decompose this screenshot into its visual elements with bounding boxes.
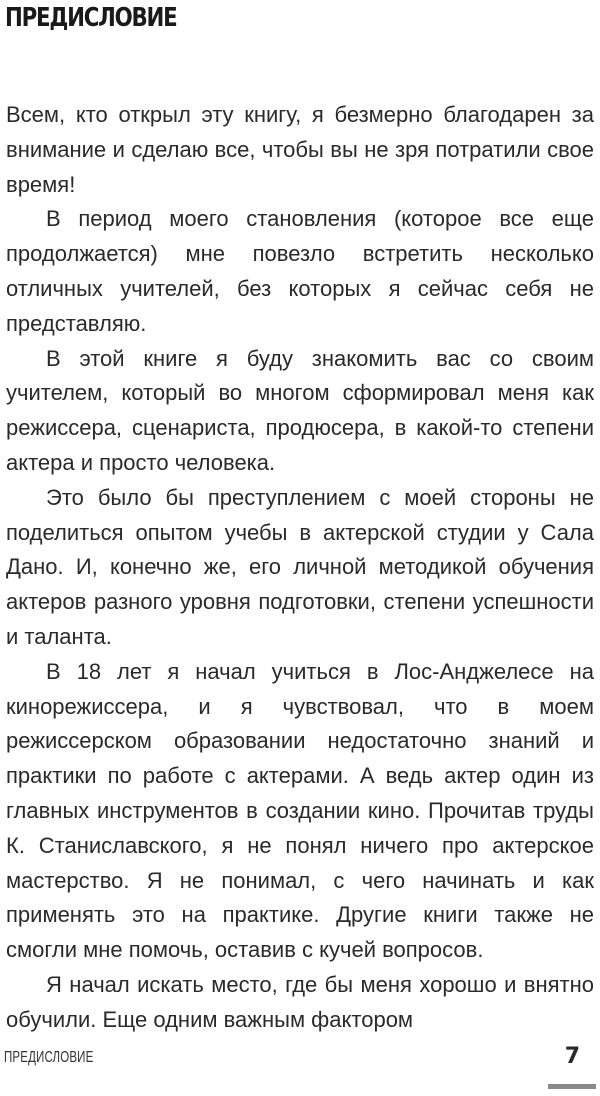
- paragraph: В этой книге я буду знакомить вас со своим учителем, который во многом сформировал меня как режиссера, сценариста, продюсера, в какой-то степени актера и просто человека.: [6, 345, 594, 475]
- paragraph: Всем, кто открыл эту книгу, я безмерно благодарен за внимание и сделаю все, чтобы вы не зря потратили свое время!: [6, 102, 594, 197]
- chapter-title: ПРЕДИСЛОВИЕ: [5, 3, 177, 33]
- footer-rule: [548, 1084, 596, 1089]
- paragraph: В период моего становления (которое все еще продолжается) мне повезло встретить несколько отличных учителей, без которых я сейчас себя не представляю.: [6, 206, 594, 336]
- paragraph: В 18 лет я начал учиться в Лос-Анджелесе на кинорежиссера, и я чувствовал, что в моем режиссерском образовании недостаточно знаний и практики по работе с актерами. А ведь актер один из главных инструментов в создании кино. Прочитав труды К. Станиславского, я не понял ничего про актерское мастерство. Я не понимал, с чего начинать и как применять это на практике. Другие книги также не смогли мне помочь, оставив с кучей вопросов.: [6, 658, 594, 963]
- body-text: [6, 98, 594, 1038]
- paragraph: Я начал искать место, где бы меня хорошо и внятно обучили. Еще одним важным фактором: [6, 971, 594, 1032]
- running-title: ПРЕДИСЛОВИЕ: [4, 1049, 94, 1066]
- paragraph: Это было бы преступлением с моей стороны не поделиться опытом учебы в актерской студии у Сала Дано. И, конечно же, его личной методикой обучения актеров разного уровня подготовки, степени успешности и таланта.: [6, 484, 594, 649]
- page-number: 7: [564, 1044, 580, 1069]
